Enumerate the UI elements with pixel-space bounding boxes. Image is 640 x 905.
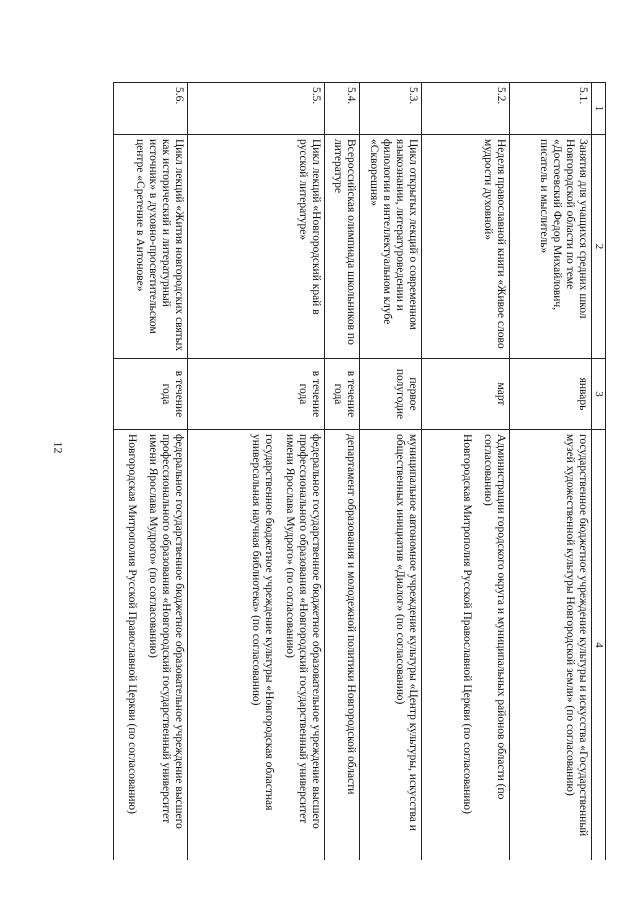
organizer: муниципальное автономное учреждение культуры «Центр культуры, искусства и общественных инициатив «Диалог» (по согласованию)	[394, 434, 419, 831]
organizer: государственное бюджетное учреждение культуры и искусства «Государственный музей художественной культуры Новгородской земли» (по согласованию)	[564, 434, 589, 837]
row-organizers	[188, 430, 325, 861]
header-col-1: 1	[592, 83, 606, 135]
row-when: в течение года	[114, 359, 188, 430]
table-row	[510, 83, 592, 861]
row-number: 5.5.	[188, 83, 325, 135]
row-organizers	[422, 430, 510, 861]
row-number: 5.4.	[325, 83, 360, 135]
organizer: департамент образования и молодежной политики Новгородской области	[345, 434, 357, 795]
row-number: 5.6.	[114, 83, 188, 135]
row-organizers	[114, 430, 188, 861]
rotated-page	[113, 82, 606, 860]
document-table-wrapper	[113, 82, 606, 860]
row-event: Занятия для учащихся средних школ Новгородской области по теме «Достоевский Федор Михайлович, писатель и мыслитель»	[510, 135, 592, 359]
organizer: Новгородская Митрополия Русской Православной Церкви (по согласованию)	[461, 434, 473, 814]
row-number: 5.3.	[360, 83, 422, 135]
organizer: Новгородская Митрополия Русской Православной Церкви (по согласованию)	[126, 434, 138, 814]
row-when: в течение года	[325, 359, 360, 430]
row-event: Цикл открытых лекций о современном языкознании, литературоведении и филологии в интеллектуальном клубе «Скворешня»	[360, 135, 422, 359]
row-event: Неделя православной книги «Живое слово мудрости духовной»	[422, 135, 510, 359]
organizer: Администрации городского округа и муниципальных районов области (по согласованию)	[482, 434, 507, 800]
row-when: первое полугодие	[360, 359, 422, 430]
header-col-3: 3	[592, 359, 606, 430]
events-table	[113, 82, 606, 860]
table-row	[422, 83, 510, 861]
row-when: в течение года	[188, 359, 325, 430]
header-col-2: 2	[592, 135, 606, 359]
table-row	[325, 83, 360, 861]
row-organizers	[360, 430, 422, 861]
row-event: Цикл лекций «Жития новгородских святых как исторический и литературный источник» в духовно-просветительском центре «Сретение в Антонове»	[114, 135, 188, 359]
row-organizers	[325, 430, 360, 861]
row-organizers	[510, 430, 592, 861]
row-when: март	[422, 359, 510, 430]
organizer: федеральное государственное бюджетное образовательное учреждение высшего профессионального образования «Новгородский государственный университет имени Ярослава Мудрого» (по согласованию)	[147, 434, 185, 829]
row-event: Всероссийская олимпиада школьников по литературе	[325, 135, 360, 359]
table-row	[114, 83, 188, 861]
table-header-row	[592, 83, 606, 861]
table-row	[360, 83, 422, 861]
table-row	[188, 83, 325, 861]
row-when: январь	[510, 359, 592, 430]
row-number: 5.2.	[422, 83, 510, 135]
organizer: государственное бюджетное учреждение культуры «Новгородская областная универсальная научная библиотека» (по согласованию)	[250, 434, 275, 811]
header-col-4: 4	[592, 430, 606, 861]
row-event: Цикл лекций «Новгородский край в русской литературе»	[188, 135, 325, 359]
organizer: федеральное государственное бюджетное образовательное учреждение высшего профессионального образования «Новгородский государственный университет имени Ярослава Мудрого» (по согласованию)	[284, 434, 322, 829]
row-number: 5.1.	[510, 83, 592, 135]
page-number: 12	[51, 441, 66, 454]
